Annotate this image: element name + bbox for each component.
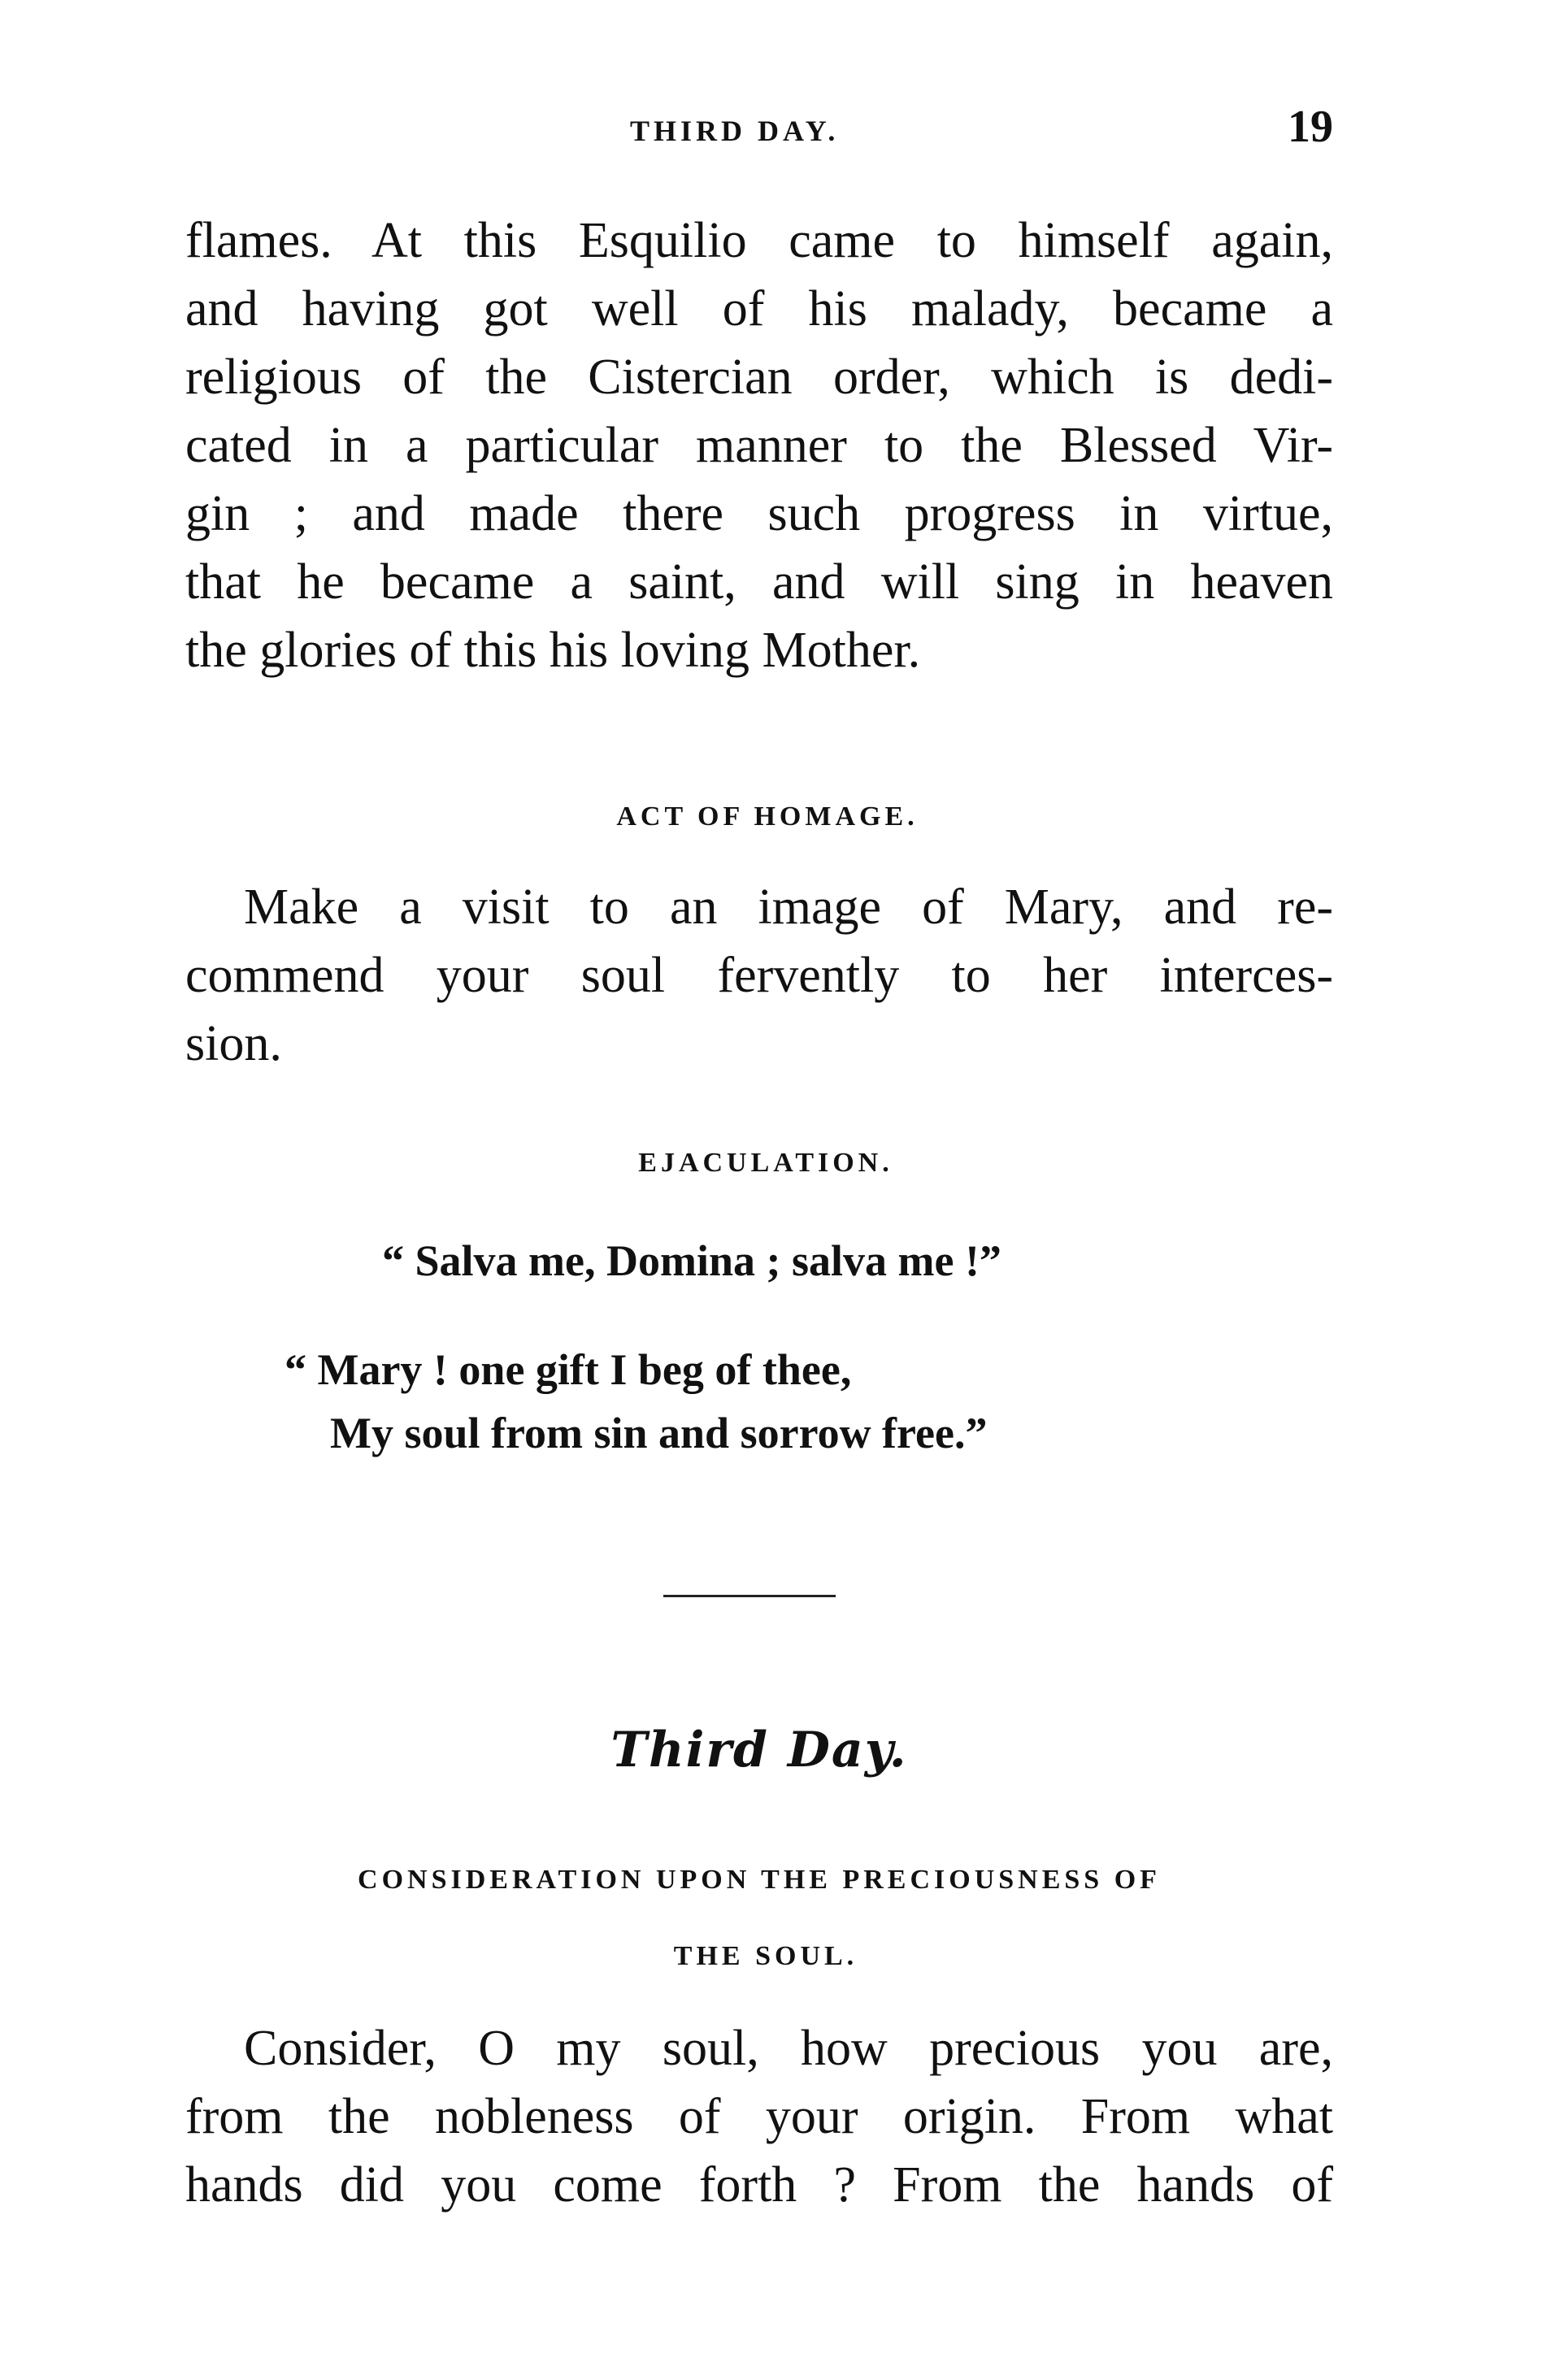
section-divider [663, 1595, 836, 1597]
section-title: Third Day. [610, 1722, 908, 1778]
text-line: Consider, O my soul, how precious you are, [244, 2021, 1333, 2076]
text-line: Make a visit to an image of Mary, and re- [244, 879, 1333, 935]
ejaculation-heading: EJACULATION. [638, 1148, 893, 1178]
text-line: cated in a particular manner to the Blessed Vir- [185, 418, 1333, 473]
verse [285, 1338, 987, 1465]
text-line: sion. [185, 1016, 282, 1071]
latin-ejaculation: “ Salva me, Domina ; salva me !” [382, 1236, 1001, 1285]
act-of-homage-paragraph [185, 873, 1333, 1078]
text-line: from the nobleness of your origin. From what [185, 2089, 1333, 2144]
text-line: the glories of this his loving Mother. [185, 623, 921, 678]
page-number: 19 [1288, 102, 1333, 152]
verse-line: My soul from sin and sorrow free.” [330, 1409, 988, 1457]
story-paragraph [185, 206, 1333, 684]
text-line: that he became a saint, and will sing in heaven [185, 554, 1333, 610]
text-line: religious of the Cistercian order, which is dedi- [185, 350, 1333, 405]
running-title: THIRD DAY. [630, 115, 840, 147]
text-line: gin ; and made there such progress in virtue, [185, 486, 1333, 541]
consideration-heading-continued: THE SOUL. [673, 1941, 858, 1971]
text-line: commend your soul fervently to her interces- [185, 948, 1333, 1003]
text-line: hands did you come forth ? From the hands of [185, 2157, 1333, 2213]
text-line: flames. At this Esquilio came to himself again, [185, 213, 1333, 268]
consideration-heading: CONSIDERATION UPON THE PRECIOUSNESS OF [358, 1865, 1161, 1895]
verse-line: “ Mary ! one gift I beg of thee, [285, 1345, 852, 1394]
consideration-paragraph [185, 2014, 1333, 2219]
act-of-homage-heading: ACT OF HOMAGE. [616, 801, 919, 832]
text-line: and having got well of his malady, became a [185, 281, 1333, 337]
